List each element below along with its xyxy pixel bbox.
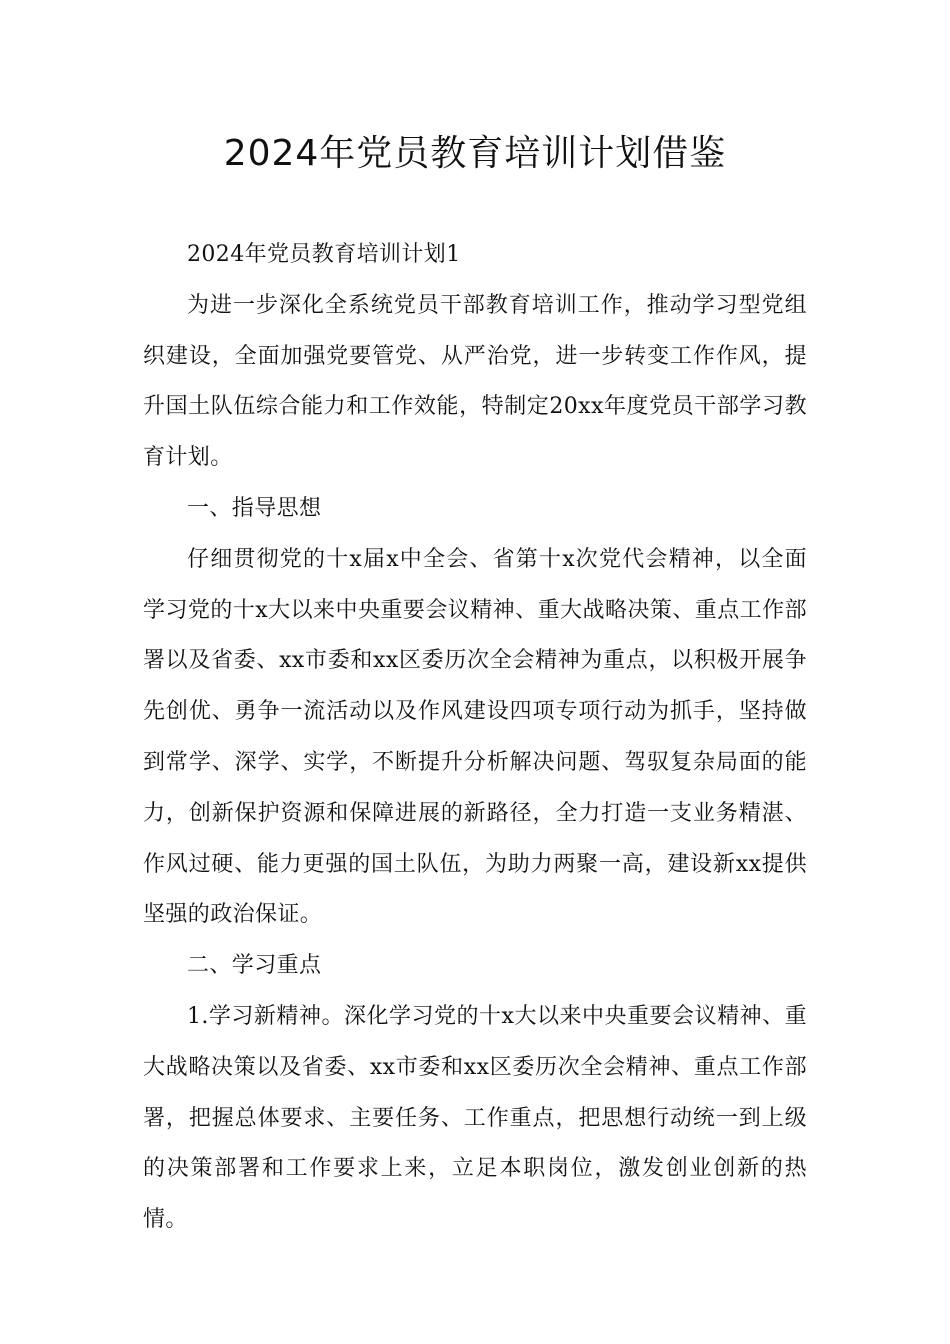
guiding-ideology-paragraph: 仔细贯彻党的十x届x中全会、省第十x次党代会精神，以全面学习党的十x大以来中央重要会议精神、重大战略决策、重点工作部署以及省委、xx市委和xx区委历次全会精神为重点，以积极开展争先创优、勇争一流活动以及作风建设四项专项行动为抓手，坚持做到常学、深学、实学，不断提升分析解决问题、驾驭复杂局面的能力，创新保护资源和保障进展的新路径，全力打造一支业务精湛、作风过硬、能力更强的国土队伍，为助力两聚一高，建设新xx提供坚强的政治保证。 bbox=[143, 546, 807, 928]
document-title: 2024年党员教育培训计划借鉴 bbox=[223, 133, 727, 174]
intro-paragraph: 为进一步深化全系统党员干部教育培训工作，推动学习型党组织建设，全面加强党要管党、从严治党，进一步转变工作作风，提升国土队伍综合能力和工作效能，特制定20xx年度党员干部学习教育计划。 bbox=[143, 292, 807, 471]
plan-subtitle: 2024年党员教育培训计划1 bbox=[187, 242, 461, 267]
document-body bbox=[143, 230, 807, 1246]
study-focus-item-1: 1.学习新精神。深化学习党的十x大以来中央重要会议精神、重大战略决策以及省委、xx市委和xx区委历次全会精神、重点工作部署，把握总体要求、主要任务、工作重点，把思想行动统一到上级的决策部署和工作要求上来，立足本职岗位，激发创业创新的热情。 bbox=[143, 1003, 807, 1233]
section-heading-study-focus: 二、学习重点 bbox=[187, 953, 322, 979]
section-heading-guiding-ideology: 一、指导思想 bbox=[187, 495, 322, 521]
